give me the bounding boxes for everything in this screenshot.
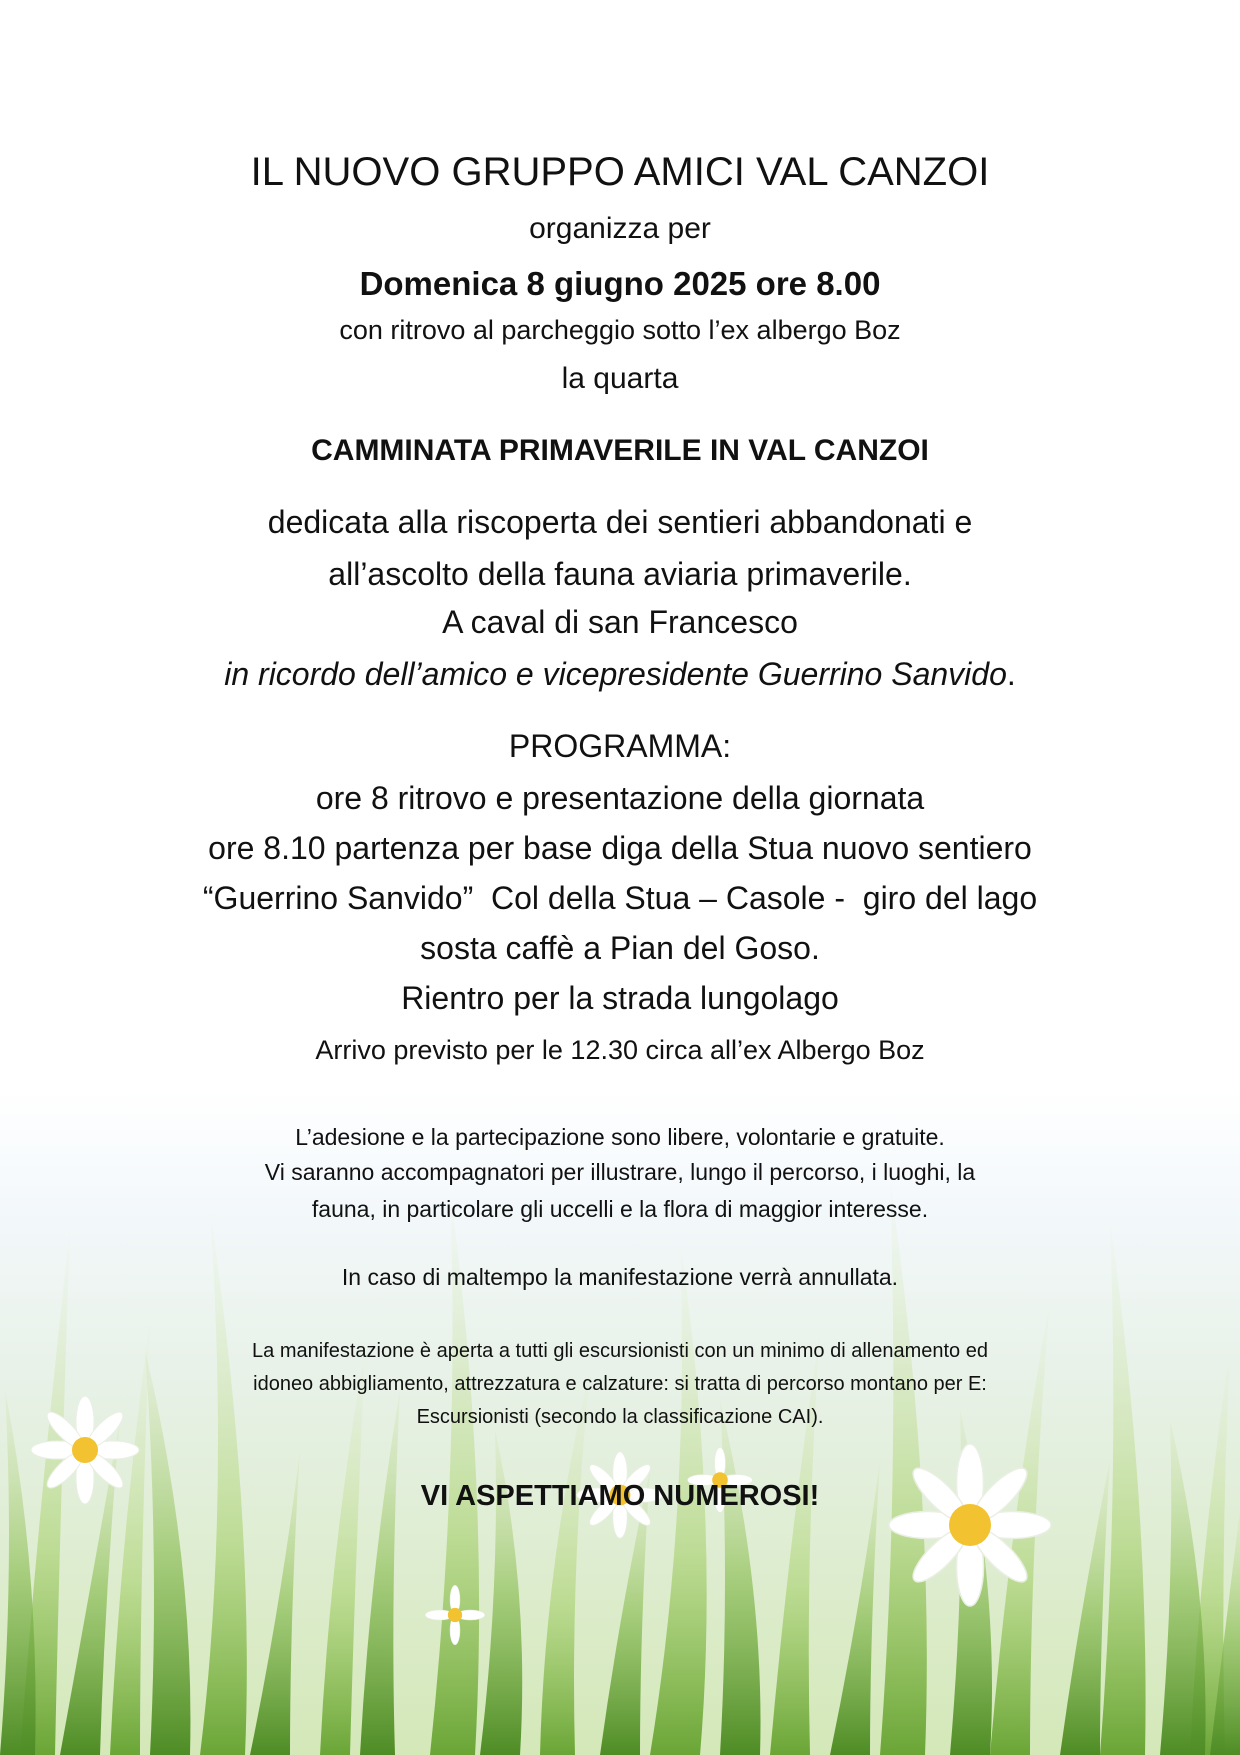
info-paragraph-line: L’adesione e la partecipazione sono libere, volontarie e gratuite.	[295, 1124, 945, 1150]
programma-item: Rientro per la strada lungolago	[401, 980, 839, 1016]
info-paragraph-line: fauna, in particolare gli uccelli e la flora di maggior interesse.	[311, 1196, 929, 1222]
programma-item: sosta caffè a Pian del Goso.	[420, 930, 820, 966]
requirements-line: idoneo abbigliamento, attrezzatura e calzature: si tratta di percorso montano per E:	[253, 1373, 987, 1395]
event-description-line: dedicata alla riscoperta dei sentieri abbandonati e	[267, 504, 973, 540]
memorial-text: in ricordo dell’amico e vicepresidente Guerrino Sanvido	[224, 656, 1007, 692]
closing-text: VI ASPETTIAMO NUMEROSI!	[420, 1480, 820, 1512]
event-date: Domenica 8 giugno 2025 ore 8.00	[359, 265, 881, 302]
event-description-line: all’ascolto della fauna aviaria primaverile.	[328, 556, 912, 592]
programma-item: “Guerrino Sanvido” Col della Stua – Casole - giro del lago	[202, 880, 1038, 916]
event-description-line: A caval di san Francesco	[442, 604, 798, 640]
programma-item: ore 8 ritrovo e presentazione della giornata	[315, 780, 925, 816]
requirements-line: Escursionisti (secondo la classificazione CAI).	[416, 1406, 824, 1428]
meeting-point: con ritrovo al parcheggio sotto l’ex albergo Boz	[339, 315, 901, 345]
arrival-text: Arrivo previsto per le 12.30 circa all’ex Albergo Boz	[315, 1035, 925, 1065]
edition-text: la quarta	[561, 362, 679, 395]
info-paragraph-line: Vi saranno accompagnatori per illustrare, lungo il percorso, i luoghi, la	[264, 1159, 976, 1185]
organizza-text: organizza per	[529, 212, 711, 245]
event-name: CAMMINATA PRIMAVERILE IN VAL CANZOI	[311, 434, 929, 467]
programma-item: ore 8.10 partenza per base diga della Stua nuovo sentiero	[208, 830, 1032, 866]
weather-notice: In caso di maltempo la manifestazione verrà annullata.	[341, 1264, 899, 1290]
memorial-period: .	[1006, 656, 1016, 692]
programma-heading: PROGRAMMA:	[508, 728, 732, 764]
requirements-line: La manifestazione è aperta a tutti gli escursionisti con un minimo di allenamento ed	[252, 1340, 988, 1362]
memorial-line	[60, 656, 1180, 693]
flyer-title: IL NUOVO GRUPPO AMICI VAL CANZOI	[250, 150, 990, 194]
